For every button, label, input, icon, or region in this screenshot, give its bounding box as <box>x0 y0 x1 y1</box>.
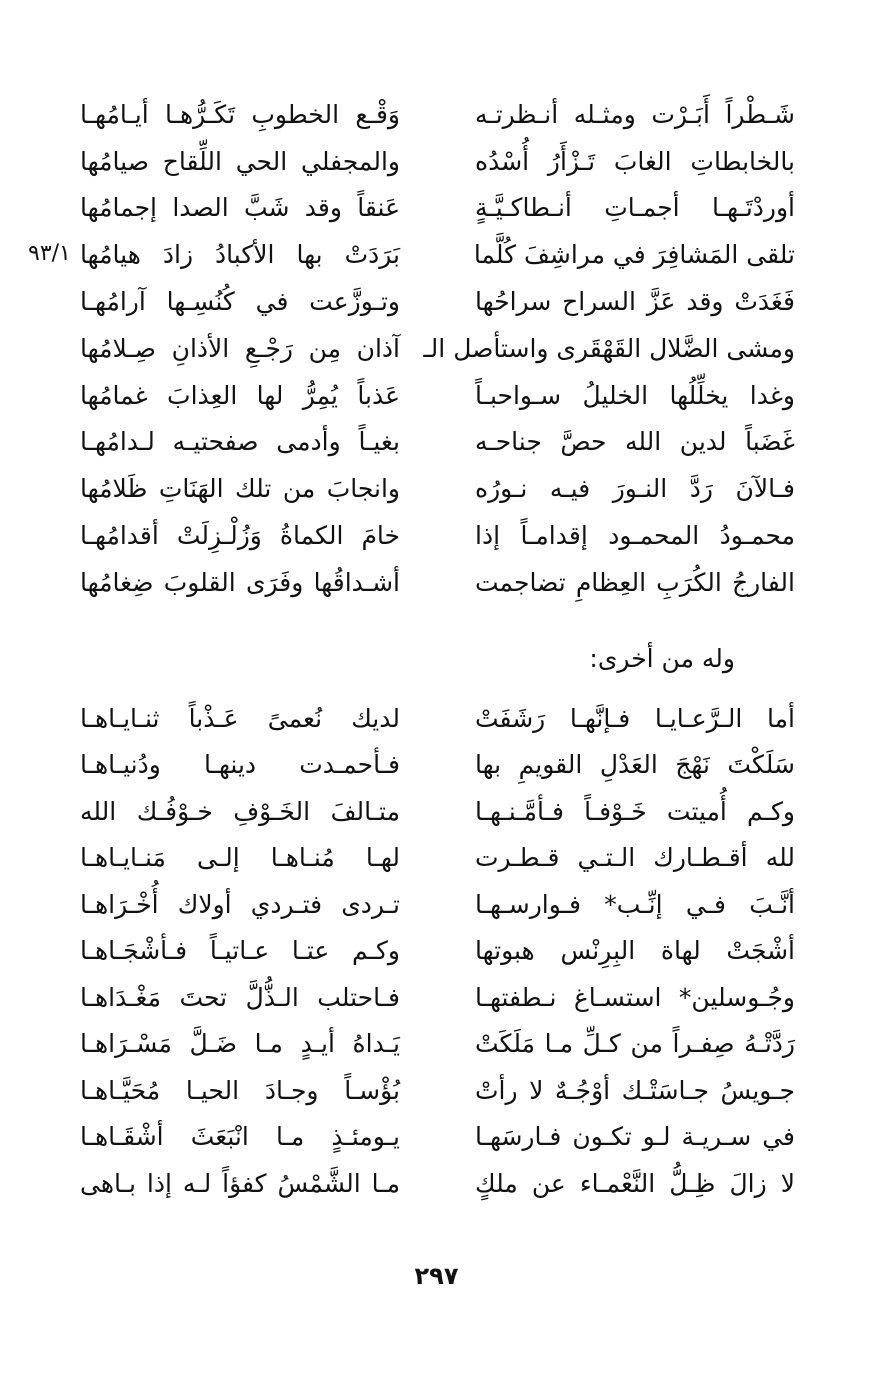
verse-second-hemistich: عَنقاً وقد شَبَّ الصدا إجمامُها <box>80 193 400 223</box>
verse-line <box>80 835 795 882</box>
verse-second-hemistich: والمجفلي الحي اللِّقاح صيامُها <box>80 146 400 176</box>
verse-first-hemistich: أنَّـبَ فـي إنِّـب* فـوارسـهـا <box>475 889 795 919</box>
verse-second-hemistich: لديك نُعمىً عَـذْباً ثنـايـاهـا <box>80 703 400 733</box>
poem-section-1 <box>80 91 795 606</box>
verse-first-hemistich: وغدا يخلِّلُها الخليلُ سـواحبـاً <box>475 380 795 410</box>
verse-first-hemistich: لله أقـطـارك الـتـي قـطـرت <box>475 843 795 873</box>
section-heading: وله من أخرى: <box>589 644 735 673</box>
verse-first-hemistich: شَـطْراً أَبَـرْت ومثـله أنـظرتـه <box>475 99 795 129</box>
verse-first-hemistich: الفارجُ الكُرَبِ العِظامِ تضاجمت <box>475 567 795 597</box>
verse-line <box>80 788 795 835</box>
verse-line <box>80 185 795 232</box>
verse-first-hemistich: جـويسُ جـاسَتْـك أوْجُـهٌ لا رأتْ <box>475 1075 795 1105</box>
verse-line <box>80 278 795 325</box>
verse-second-hemistich: فـاحتلب الـذُّلَّ تحتَ مَغْـدَاهـا <box>80 982 400 1012</box>
verse-line <box>80 325 795 372</box>
verse-line <box>80 1160 795 1207</box>
verse-first-hemistich: فَغَدَتْ وقد عَزَّ السراح سراحُها <box>475 287 795 317</box>
verse-second-hemistich: آذان مِن رَجْـعِ الأذانِ صِـلامُها <box>80 333 400 363</box>
verse-first-hemistich: تلقى المَشافِرَ في مراشِفَ كُلَّما <box>473 240 795 270</box>
verse-second-hemistich: فـأحمـدت دينهـا ودُنيـاهـا <box>80 750 400 780</box>
verse-first-hemistich: لا زالَ ظِـلُّ النَّعْمـاء عن ملكٍ <box>475 1168 795 1198</box>
verse-second-hemistich: تـردى فتـردي أولاك أُخْـرَاهـا <box>80 889 400 919</box>
verse-line <box>80 742 795 789</box>
verse-line <box>80 974 795 1021</box>
verse-first-hemistich: أما الـرَّعـايـا فـإنَّهـا رَشَفَتْ <box>475 703 795 733</box>
verse-first-hemistich: بالخابطاتِ الغابَ تَـزْأَرُ أُسْدُه <box>475 146 795 176</box>
verse-line <box>80 465 795 512</box>
poem-section-2 <box>80 695 795 1207</box>
verse-second-hemistich: متـالفَ الخَـوْفِ خـوْفُـك الله <box>80 796 400 826</box>
verse-second-hemistich: عَذباً يُمِرُّ لها العِذابَ غمامُها <box>80 380 400 410</box>
verse-first-hemistich: ومشى الضَّلال القَهْقَرى واستأصل الـ <box>423 333 795 363</box>
verse-line <box>80 91 795 138</box>
verse-second-hemistich: وانجابَ من تلك الهَنَاتِ ظَلامُها <box>80 474 400 504</box>
verse-line <box>80 695 795 742</box>
verse-second-hemistich: يـومئـذٍ مـا انْبَعَثَ أشْقَـاهـا <box>80 1122 400 1152</box>
verse-second-hemistich: أشـداقُها وفَرَى القلوبَ ضِغامُها <box>80 567 400 597</box>
margin-reference: ٩٣/١ <box>28 241 71 266</box>
verse-line <box>80 138 795 185</box>
verse-line <box>80 231 795 278</box>
verse-second-hemistich: وَقْـع الخطوبِ تَكَـرُّهـا أيـامُهـا <box>80 99 400 129</box>
verse-line <box>80 881 795 928</box>
verse-second-hemistich: وتـوزَّعت في كُنُسِـها آرامُهـا <box>80 287 400 317</box>
verse-second-hemistich: وكـم عتـا عـاتيـاً فـأشْجَـاهـا <box>80 936 400 966</box>
verse-second-hemistich: بَرَدَتْ بها الأكبادُ زادَ هيامُها <box>80 240 400 270</box>
verse-first-hemistich: سَلَكْتَ نَهْجَ العَدْلِ القويمِ بها <box>475 750 795 780</box>
page-number: ٢٩٧ <box>414 1262 459 1290</box>
verse-first-hemistich: وكـم أُميتت خَـوْفـاً فـأمَّـنـهـا <box>475 796 795 826</box>
verse-first-hemistich: رَدَّتْـهُ صِفـراً من كـلِّ مـا مَلَكَتْ <box>475 1029 795 1059</box>
verse-line <box>80 419 795 466</box>
verse-first-hemistich: أوردْتَـهـا أجمـاتِ أنـطاكـيَّـةٍ <box>475 193 795 223</box>
verse-second-hemistich: لهـا مُنـاهـا إلـى مَنـايـاهـا <box>80 843 400 873</box>
verse-line <box>80 1067 795 1114</box>
verse-line <box>80 372 795 419</box>
verse-line <box>80 1114 795 1161</box>
verse-second-hemistich: خامَ الكماةُ وَزُلْـزِلَتْ أقدامُهـا <box>80 521 400 551</box>
verse-first-hemistich: في سـريـة لـو تكـون فـارسَهـا <box>475 1122 795 1152</box>
verse-second-hemistich: بُؤْسـاً وجـادَ الحيـا مُحَيَّـاهـا <box>80 1075 400 1105</box>
verse-line <box>80 559 795 606</box>
verse-line <box>80 1021 795 1068</box>
verse-line <box>80 928 795 975</box>
verse-first-hemistich: فـالآنَ رَدَّ النـورَ فيـه نـورُه <box>475 474 795 504</box>
verse-first-hemistich: أشْجَتْ لهاة البِرِنْس هبوتها <box>475 936 795 966</box>
verse-first-hemistich: وجُـوسلين* استسـاغ نـطفتهـا <box>475 982 795 1012</box>
verse-second-hemistich: مـا الشَّمْسُ كفؤاً لـه إذا بـاهى <box>80 1168 400 1198</box>
verse-first-hemistich: محمـودُ المحمـود إقدامـاً إذا <box>475 521 795 551</box>
verse-line <box>80 512 795 559</box>
verse-second-hemistich: بغيـاً وأدمى صفحتيـه لـدامُهـا <box>80 427 400 457</box>
verse-second-hemistich: يَـداهُ أيـدٍ مـا ضَـلَّ مَسْـرَاهـا <box>80 1029 400 1059</box>
verse-first-hemistich: غَضَباً لدين الله حصَّ جناحـه <box>475 427 795 457</box>
